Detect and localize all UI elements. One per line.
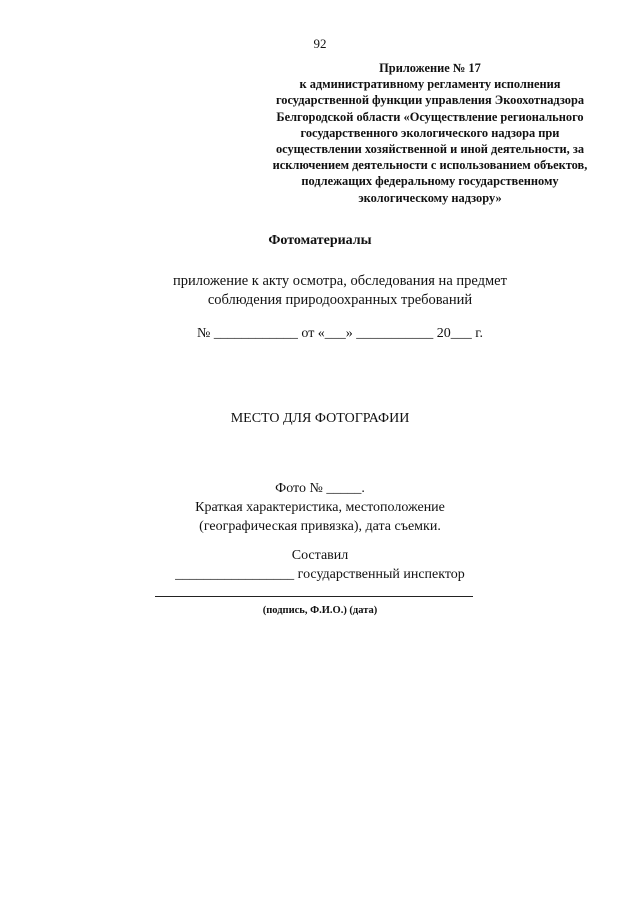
appendix-line: исключением деятельности с использованием объектов, [272,158,588,173]
signature-caption: (подпись, Ф.И.О.) (дата) [262,605,378,616]
appendix-line: экологическому надзору» [358,190,502,205]
compiled-label: Составил [291,548,349,563]
appendix-header [240,60,620,206]
photo-description-line: Краткая характеристика, местоположение [195,500,445,515]
document-title: Фотоматериалы [268,233,372,248]
subtitle-line: приложение к акту осмотра, обследования на предмет [173,273,507,289]
appendix-line: Белгородской области «Осуществление регионального [276,109,584,124]
photo-caption [150,479,490,536]
signature-line [155,596,473,597]
act-number-date-line: № ____________ от «___» ___________ 20___ г. [197,326,483,341]
appendix-line: Приложение № 17 [379,61,481,75]
appendix-line: подлежащих федеральному государственному [301,174,559,189]
photo-description-line: (географическая привязка), дата съемки. [199,519,441,534]
appendix-line: государственной функции управления Экоохотнадзора [275,93,585,108]
photo-placeholder: МЕСТО ДЛЯ ФОТОГРАФИИ [230,411,410,426]
document-subtitle [120,272,560,310]
photo-number-line: Фото № _____. [275,481,365,496]
page-number: 92 [313,36,327,51]
compiled-by-block [150,546,490,584]
appendix-line: к административному регламенту исполнения [299,77,561,92]
appendix-line: государственного экологического надзора при [300,125,560,140]
inspector-line: _________________ государственный инспектор [175,567,465,582]
appendix-line: осуществлении хозяйственной и иной деятельности, за [275,142,585,157]
subtitle-line: соблюдения природоохранных требований [207,292,473,308]
